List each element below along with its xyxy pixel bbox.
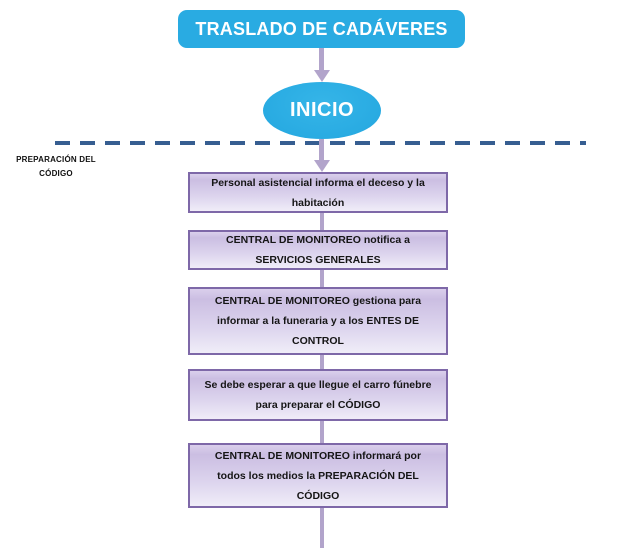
connector-step2-step3 (320, 269, 324, 288)
connector-step3-step4 (320, 354, 324, 370)
arrow-start-to-step1-head (314, 160, 330, 172)
step-5-line-2: todos los medios la PREPARACIÓN DEL (217, 469, 419, 482)
diagram-title: TRASLADO DE CADÁVERES (178, 10, 465, 48)
step-3-line-1: CENTRAL DE MONITOREO gestiona para (214, 295, 422, 307)
step-4-line-1: Se debe esperar a que llegue el carro fúnebre (204, 379, 432, 391)
step-5-line-3: CÓDIGO (296, 489, 340, 502)
step-box-3 (188, 287, 448, 355)
step-2-line-1: CENTRAL DE MONITOREO notifica a (226, 234, 410, 246)
connector-step4-step5 (320, 420, 324, 444)
arrow-title-to-start-shaft (319, 48, 324, 72)
step-3-line-3: CONTROL (292, 335, 344, 347)
connector-step5-continuation (320, 507, 324, 548)
step-1-line-1: Personal asistencial informa el deceso y la (211, 176, 425, 189)
step-box-4 (188, 369, 448, 421)
phase-label (6, 153, 106, 181)
step-5-line-1: CENTRAL DE MONITOREO informará por (214, 449, 422, 462)
step-2-line-2: SERVICIOS GENERALES (255, 254, 381, 266)
step-4-line-2: para preparar el CÓDIGO (255, 399, 381, 411)
phase-label-line2: CÓDIGO (39, 169, 73, 178)
step-box-2 (188, 230, 448, 270)
arrow-title-to-start-head (314, 70, 330, 82)
step-box-1 (188, 172, 448, 213)
step-box-5 (188, 443, 448, 508)
phase-label-line1: PREPARACIÓN DEL (16, 155, 96, 164)
step-1-line-2: habitación (291, 196, 345, 209)
start-node: INICIO (263, 82, 381, 139)
arrow-start-to-step1-shaft (319, 139, 324, 161)
step-3-line-2: informar a la funeraria y a los ENTES DE (217, 315, 419, 327)
connector-step1-step2 (320, 212, 324, 231)
